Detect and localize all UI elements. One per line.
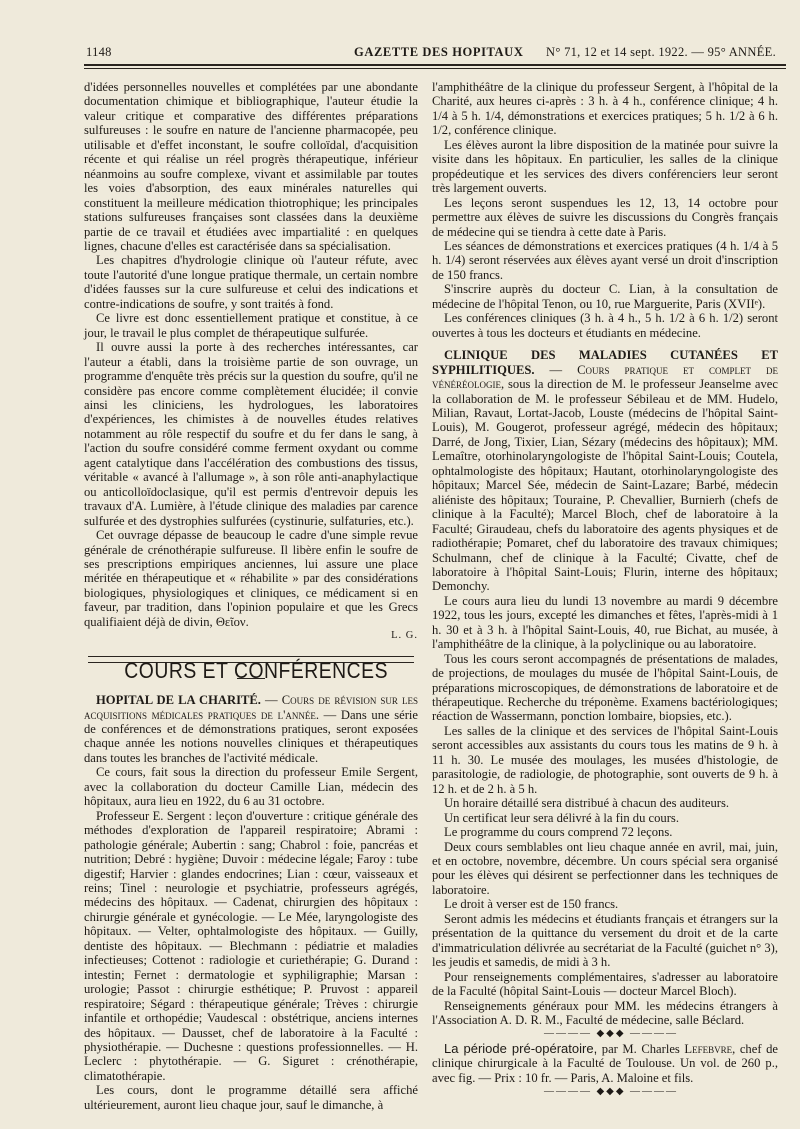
left-column xyxy=(84,80,418,1112)
header-rule xyxy=(84,64,786,66)
page-number: 1148 xyxy=(86,45,112,59)
clinique-paragraph: Renseignements généraux pour MM. les médecins étrangers à l'Association A. D. R. M., Faculté de médecine, salle Béclard. xyxy=(432,998,778,1027)
charite-paragraph: Les élèves auront la libre disposition de la matinée pour suivre la visite dans les hôpitaux. En particulier, les salles de la clinique propédeutique et les services des divers conférenciers leur seront très largement ouverts. xyxy=(432,137,778,196)
header-rule-thin xyxy=(84,68,786,69)
clinique-paragraph: Pour renseignements complémentaires, s'adresser au laboratoire de la Faculté (hôpital Saint-Louis — docteur Marcel Bloch). xyxy=(432,969,778,999)
charite-paragraph: S'inscrire auprès du docteur C. Lian, à la consultation de médecine de l'hôpital Tenon, ou 10, rue Marguerite, Paris (XVIIᵉ). xyxy=(432,282,778,311)
book-author-prefix: par M. Charles xyxy=(601,1041,680,1056)
ornament-divider-bottom: ———— ◆◆◆ ———— xyxy=(543,1086,679,1098)
review-paragraph: d'idées personnelles nouvelles et complétées par une abondante documentation chimique et bibliographique, l'auteur étudie la valeur critique et comparative des différentes préparations sulfureuses : le soufre en nature de l'ancienne pharmacopée, peu utilisable et d'effet inconstant, le soufre colloïdal, d'acquisition récente et qui réalise un réel progrès thérapeutique, inférieur néanmoins au soufre complexe, vivant et assimilable par toutes les voies d'absorption, des eaux minérales naturelles qui constituent la meilleure médication thiotrophique; les principales stations sulfureuses françaises sont classées dans la deuxième partie de ce travail et étudiées avec impartialité : en quelques lignes, chacune d'elles est caractérisée dans sa spécialisation. xyxy=(84,80,418,253)
book-notice xyxy=(432,1042,778,1085)
clinique-paragraph: Un horaire détaillé sera distribué à chacun des auditeurs. xyxy=(444,796,729,811)
clinique-paragraph: Seront admis les médecins et étudiants français et étrangers sur la présentation de la quittance du versement du droit et de la carte d'immatriculation délivrée au secrétariat de la Faculté (guichet n° 3), les jeudis et samedis, de midi à 3 h. xyxy=(432,911,778,970)
review-paragraph: Ce livre est donc essentiellement pratique et constitue, à ce jour, le travail le plus complet de thérapeutique sulfurée. xyxy=(84,311,418,340)
hopital-intro-paragraph: HOPITAL DE LA CHARITÉ. — Cours de révision sur les acquisitions médicales pratiques de l'année. — Dans une série de conférences et de démonstrations pratiques, seront exposées chaque année les notions nouvelles cliniques et thérapeutiques dans toutes les branches de l'activité médicale. xyxy=(84,693,419,765)
clinique-heading: CLINIQUE DES MALADIES CUTANÉES ET SYPHILITIQUES. xyxy=(432,348,778,377)
hopital-subheading: Cours de révision sur les acquisitions médicales pratiques de l'année. xyxy=(84,693,419,722)
hopital-heading: HOPITAL DE LA CHARITÉ. xyxy=(96,693,261,708)
journal-title: GAZETTE DES HOPITAUX xyxy=(354,45,524,59)
book-title: La période pré-opératoire, xyxy=(444,1040,598,1056)
issue-info: N° 71, 12 et 14 sept. 1922. — 95° ANNÉE. xyxy=(546,45,776,59)
review-paragraph: Il ouvre aussi la porte à des recherches intéressantes, car l'auteur a établi, dans la troisième partie de son ouvrage, un programme d'enquête très précis sur la question du soufre, qu'il ne considère pas encore comme complètement élucidée; il convie ainsi les cliniciens, les hydrologues, les laboratoires d'expériences, les chimistes à de nouvelles études relatives notamment au rôle respectif du soufre et du fer dans le sang, à l'action du soufre considéré comme ferment oxydant ou comme agent catalytique dans l'accélération des combustions des tissus, véritable « avancé à l'allumage », à son rôle anti-anaphylactique ou anticolloïdoclasique, qu'il est permis d'entrevoir depuis les travaux d'A. Lumière, à l'étude clinique des maladies par carence sulfurée et des dystrophies sulfurées (cystinurie, sulfaturies, etc.). xyxy=(84,340,418,528)
book-author-name: Lefebvre, xyxy=(684,1041,736,1056)
charite-paragraph: Les conférences cliniques (3 h. à 4 h., 5 h. 1/2 à 6 h. 1/2) seront ouvertes à tous les docteurs et étudiants en médecine. xyxy=(432,311,778,340)
right-column xyxy=(432,80,778,1100)
review-paragraph: Cet ouvrage dépasse de beaucoup le cadre d'une simple revue générale de crénothérapie sulfureuse. Il libère enfin le soufre de ses prescriptions empiriques anciennes, lui assure une place méritée en thérapeutique et « réhabilite » par des considérations biologiques, physiologiques et cliniques, ce médicament si en faveur, par tradition, dans l'opinion populaire et que les Grecs qualifiaient déjà de divin, Θεῖον. xyxy=(84,528,418,629)
clinique-paragraph: Les salles de la clinique et des services de l'hôpital Saint-Louis seront accessibles aux assistants du cours tous les matins de 9 h. à 11 h. 30. Le musée des moulages, les musées d'histologie, de parasitologie, de radiologie, de photographie, sont ouverts de 9 h. à 12 h. et de 2 h. à 5 h. xyxy=(432,723,778,796)
review-paragraph: Les chapitres d'hydrologie clinique où l'auteur réfute, avec toute l'autorité d'une longue pratique thermale, un certain nombre d'idées fausses sur la cure sulfureuse et celui des indications et contre-indications de soufre, y sont traités à fond. xyxy=(84,253,418,311)
clinique-intro: sous la direction de M. le professeur Jeanselme avec la collaboration de M. le professeur Sébileau et de MM. Hudelo, Milian, Ravaut, Lortat-Jacob, Louste (médecins de l'hôpital Saint-Louis), M. Gougerot, professeur agrégé, médecin des hôpitaux; Darré, de Jong, Tixier, Lian, Sézary (médecins des hôpitaux); MM. Lemaître, otorhinolaryngologiste de l'hôpital Saint-Louis; Coutela, ophtalmologiste des hôpitaux; Hautant, otorhinolaryngologiste des hôpitaux; Marcel Sée, médecin de Saint-Lazare; Barbé, médecin aliéniste des hôpitaux; Touraine, P. Chevallier, Burnierh (chefs de clinique à la Faculté); Marcel Bloch, chef de laboratoire à la Faculté; Giraudeau, chefs du laboratoire des agents physiques et de radiothérapie; Pomaret, chef du laboratoire des travaux chimiques; Schulmann, chef de clinique à la Faculté; Civatte, chef de laboratoire à l'hôpital Saint-Louis; Flurin, interne des hôpitaux; Demonchy. xyxy=(432,377,778,594)
hopital-paragraph: Professeur E. Sergent : leçon d'ouverture : critique générale des méthodes d'exploration de l'appareil respiratoire; Abrami : pathologie générale; Aubertin : sang; Chabrol : foie, pancréas et nutrition; Debré : hygiène; Duvoir : médecine légale; Faroy : tube digestif; Harvier : glandes endocrines; Lian : cœur, vaisseaux et reins; Tinel : neurologie et psychiatrie, professeurs agrégés, médecins des hôpitaux. — Cadenat, chirurgien des hôpitaux : chirurgie générale et gynécologie. — Le Mée, laryngologiste des hôpitaux. — Velter, ophtalmologiste des hôpitaux. — Guilly, dentiste des hôpitaux. — Blechmann : pédiatrie et maladies infectieuses; Cottenot : radiologie et curiethérapie; G. Durand : intestin; Fernet : dermatologie et syphiligraphie; Marsan : urologie; Passot : chirurgie esthétique; P. Pruvost : appareil respiratoire; Ségard : thérapeutique générale; Trèves : chirurgie infantile et orthopédie; Vaudescal : obstétrique, anciens internes des hôpitaux. — Dausset, chef de laboratoire à la Faculté : physiothérapie. — Duchesne : questions professionnelles. — H. Leclerc : phytothérapie. — G. Siguret : crénothérapie, climatothérapie. xyxy=(84,808,418,1083)
clinique-intro-paragraph: CLINIQUE DES MALADIES CUTANÉES ET SYPHILITIQUES. — Cours pratique et complet de vénéréologie, sous la direction de M. le professeur Jeanselme avec la collaboration de M. le professeur Sébileau et de MM. Hudelo, Milian, Ravaut, Lortat-Jacob, Louste (médecins de l'hôpital Saint-Louis), M. Gougerot, professeur agrégé, médecin des hôpitaux; Darré, de Jong, Tixier, Lian, Sézary (médecins des hôpitaux); MM. Lemaître, otorhinolaryngologiste de l'hôpital Saint-Louis; Coutela, ophtalmologiste des hôpitaux; Hautant, otorhinolaryngologiste des hôpitaux; Marcel Sée, médecin de Saint-Lazare; Barbé, médecin aliéniste des hôpitaux; Touraine, P. Chevallier, Burnierh (chefs de clinique à la Faculté); Marcel Bloch, chef de laboratoire à la Faculté; Giraudeau, chefs du laboratoire des agents physiques et de radiothérapie; Pomaret, chef du laboratoire des travaux chimiques; Schulmann, chef de clinique à la Faculté; Civatte, chef de laboratoire à l'hôpital Saint-Louis; Flurin, interne des hôpitaux; Demonchy. xyxy=(432,348,778,594)
charite-paragraph: Les leçons seront suspendues les 12, 13, 14 octobre pour permettre aux élèves de suivre les discussions du Congrès français de médecine qui se tiendra à cette date à Paris. xyxy=(432,195,778,239)
charite-paragraph: Les séances de démonstrations et exercices pratiques (4 h. 1/4 à 5 h. 1/4) seront réservées aux élèves ayant versé un droit d'inscription de 150 francs. xyxy=(432,238,778,282)
charite-paragraph: l'amphithéâtre de la clinique du professeur Sergent, à l'hôpital de la Charité, aux heures ci-après : 3 h. à 4 h., conférence clinique; 4 h. 1/4 à 5 h. 1/4, démonstrations et exercices pratiques; 5 h. 1/2 à 6 h. 1/2, conférence clinique. xyxy=(432,80,778,138)
book-details: chef de clinique chirurgicale à la Faculté de Toulouse. Un vol. de 260 p., avec fig. — Prix : 10 fr. — Paris, A. Maloine et fils. xyxy=(432,1041,778,1085)
page-header xyxy=(84,41,786,63)
hopital-intro: Dans une série de conférences et de démonstrations pratiques, seront exposées chaque année les notions nouvelles cliniques et thérapeutiques dans toutes les branches de l'activité médicale. xyxy=(84,707,418,765)
ornament-divider: ———— ◆◆◆ ———— xyxy=(543,1028,679,1040)
hopital-paragraph: Ce cours, fait sous la direction du professeur Emile Sergent, avec la collaboration du docteur Camille Lian, médecin des hôpitaux, aura lieu en 1922, du 6 au 31 octobre. xyxy=(84,765,418,809)
section-title: COURS ET CONFÉRENCES xyxy=(124,657,389,683)
clinique-subheading: Cours pratique et complet de vénéréologie, xyxy=(432,362,778,392)
clinique-paragraph: Deux cours semblables ont lieu chaque année en avril, mai, juin, et en octobre, novembre, décembre. Un cours spécial sera organisé pour les élèves qui désirent se perfectionner dans les techniques de laboratoire. xyxy=(432,839,778,897)
clinique-paragraph: Le cours aura lieu du lundi 13 novembre au mardi 9 décembre 1922, tous les jours, excepté les dimanches et fêtes, l'après-midi à 1 h. 30 et à 3 h. à l'hôpital Saint-Louis, 40, rue Bichat, au musée, à l'amphithéâtre de la clinique, à la polyclinique ou au laboratoire. xyxy=(432,593,778,652)
review-signature: L. G. xyxy=(391,630,418,642)
clinique-paragraph: Un certificat leur sera délivré à la fin du cours. xyxy=(444,810,679,825)
clinique-paragraph: Le droit à verser est de 150 francs. xyxy=(444,897,619,912)
clinique-paragraph: Tous les cours seront accompagnés de présentations de malades, de projections, de moulages du musée de l'hôpital Saint-Louis, de préparations microscopiques, de démonstrations de laboratoire et de thérapeutique. Recherche du tréponème. Examens bactériologiques; réaction de Wassermann, ponction lombaire, biopsies, etc.). xyxy=(432,651,778,724)
clinique-paragraph: Le programme du cours comprend 72 leçons. xyxy=(444,825,673,840)
hopital-paragraph: Les cours, dont le programme détaillé sera affiché ultérieurement, auront lieu chaque jour, sauf le dimanche, à xyxy=(84,1083,418,1112)
